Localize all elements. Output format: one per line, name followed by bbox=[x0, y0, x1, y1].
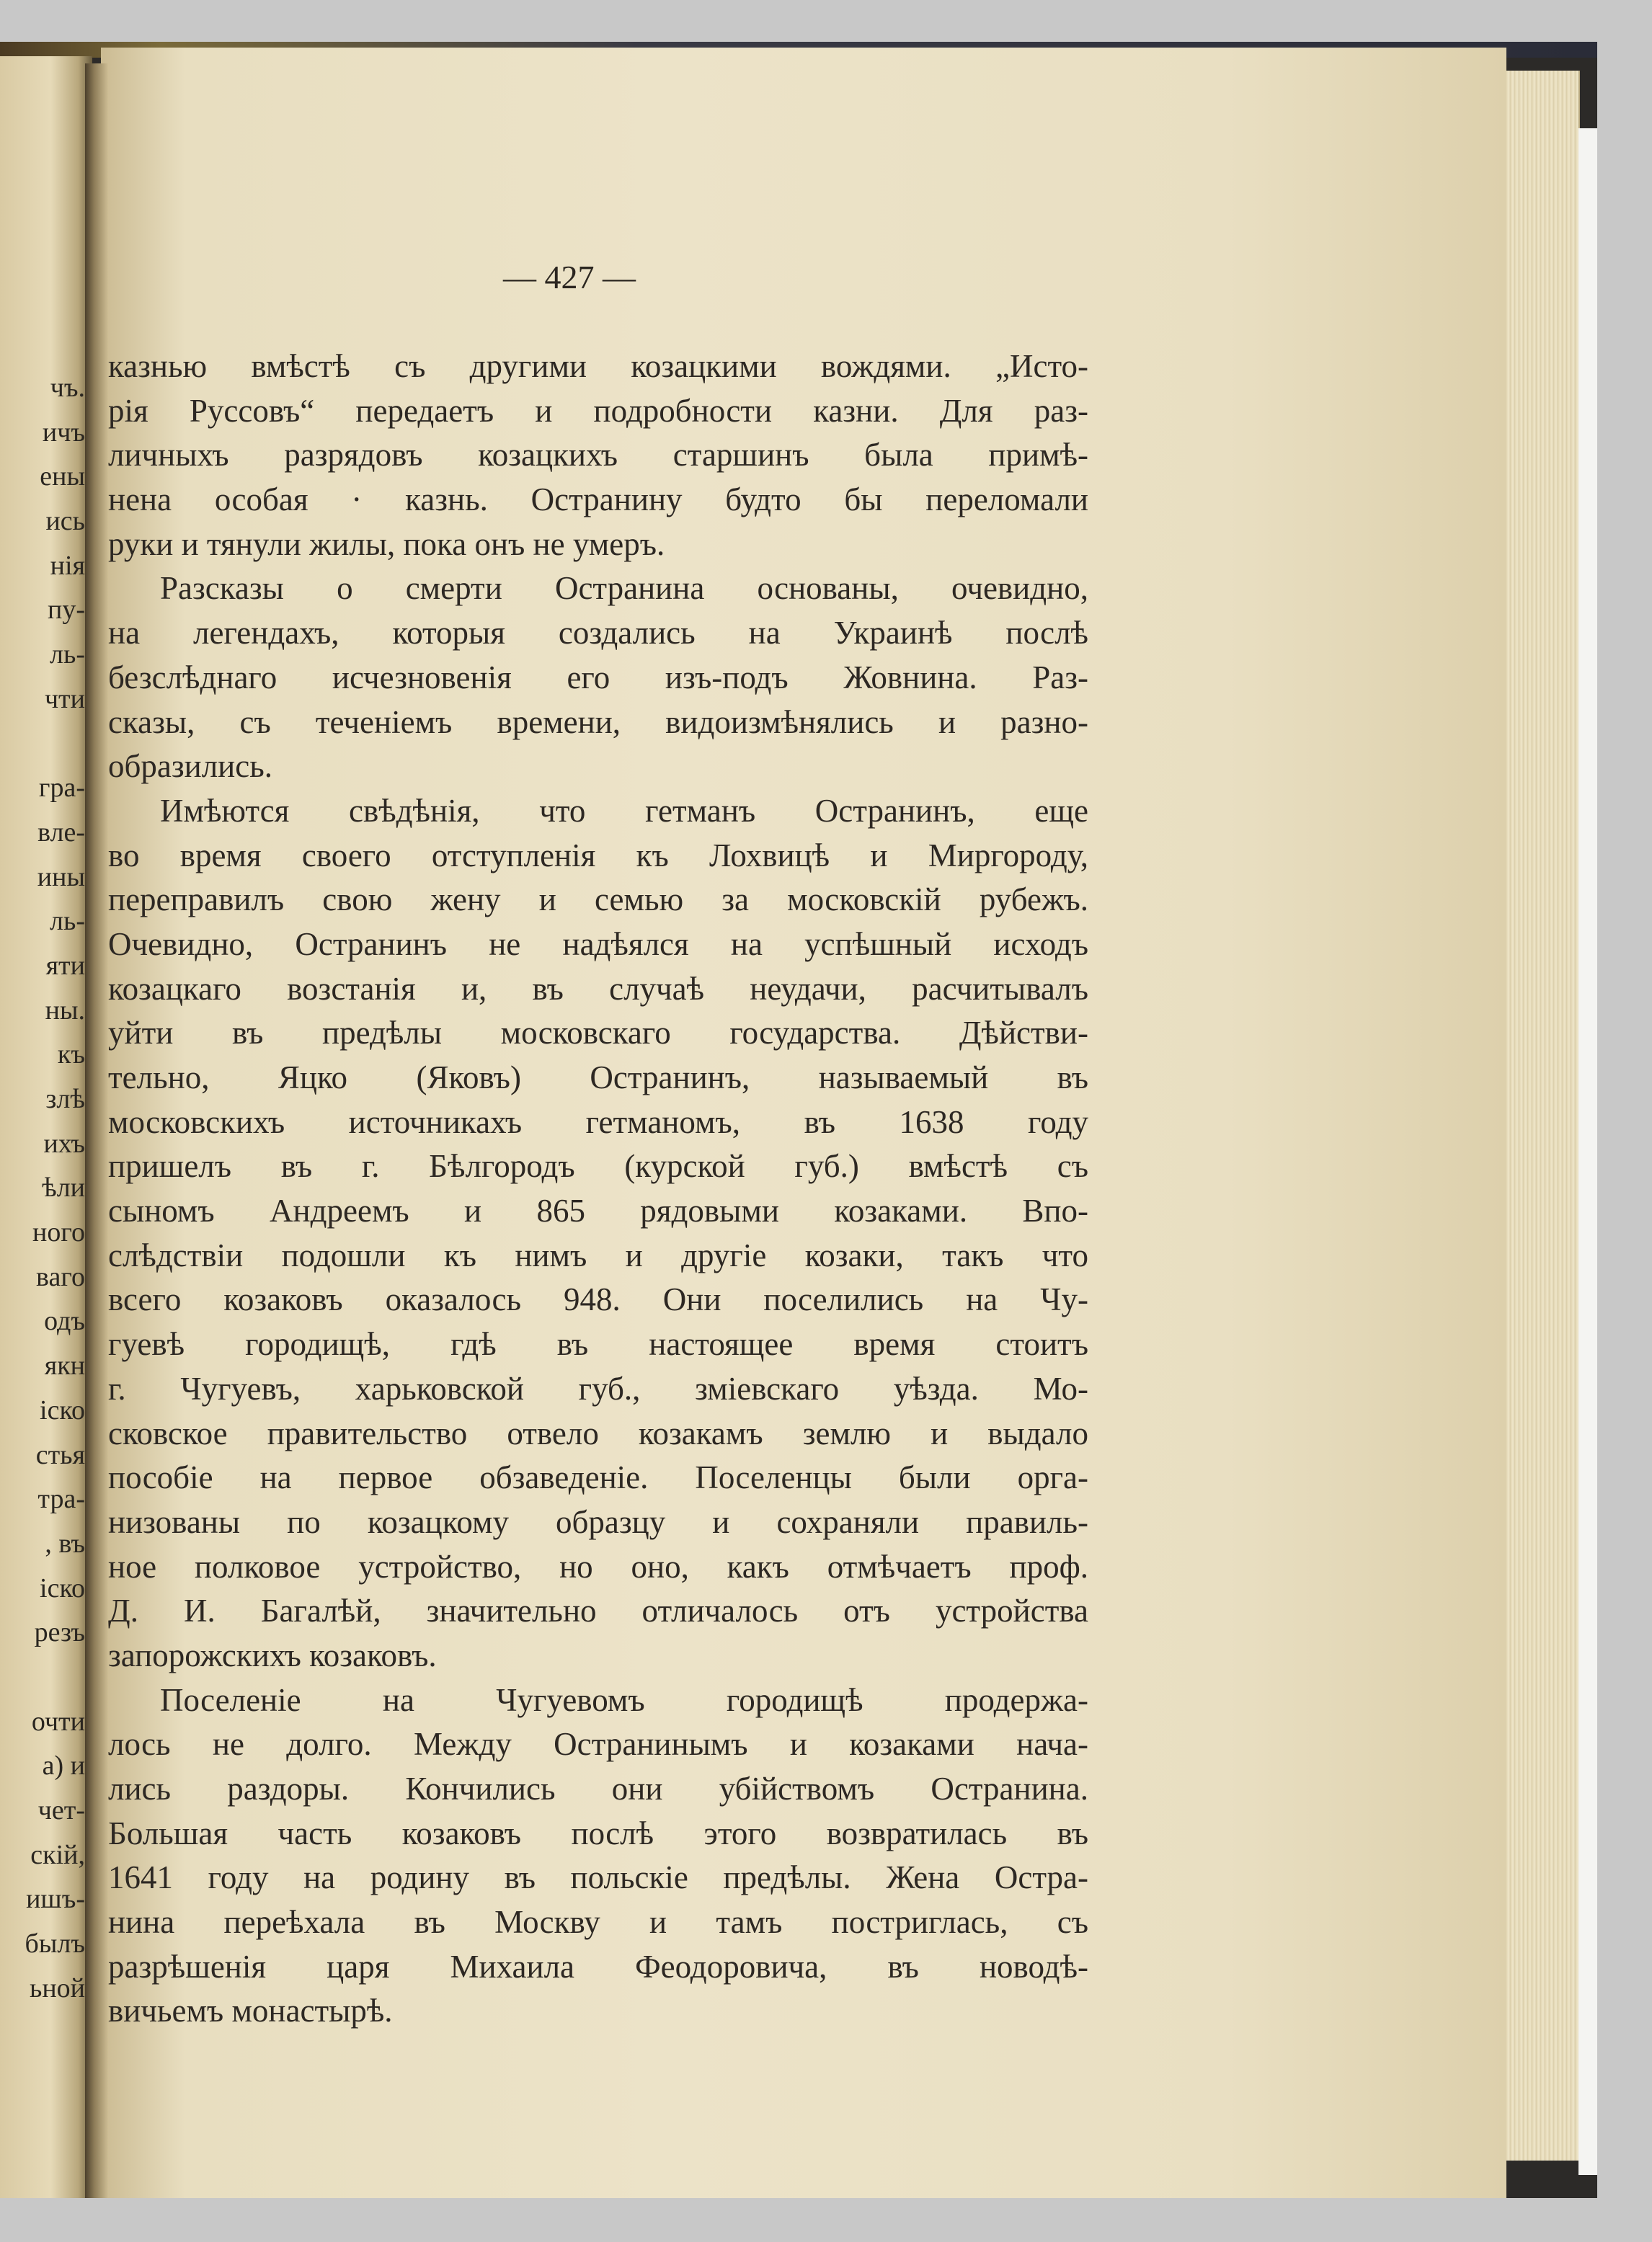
text-line: руки и тянули жилы, пока онъ не умеръ. bbox=[108, 525, 665, 562]
text-line: вичьемъ монастырѣ. bbox=[108, 1993, 393, 2029]
text-line: всего козаковъ оказалось 948. Они поселились на Чу- bbox=[108, 1281, 1088, 1318]
left-fragment-line: ины bbox=[37, 861, 85, 892]
text-line: переправилъ свою жену и семью за московскій рубежъ. bbox=[108, 881, 1088, 918]
text-line: пособіе на первое обзаведеніе. Поселенцы были орга- bbox=[108, 1459, 1088, 1496]
left-fragment-line: ичъ bbox=[42, 417, 85, 448]
text-line: нена особая · казнь. Остранину будто бы переломали bbox=[108, 481, 1088, 518]
left-fragment-line: ль- bbox=[50, 906, 85, 937]
text-line: безслѣднаго исчезновенія его изъ-подъ Жовнина. Раз- bbox=[108, 659, 1088, 695]
left-fragment-line: одъ bbox=[44, 1306, 85, 1337]
text-line: Имѣются свѣдѣнія, что гетманъ Остранинъ, еще bbox=[160, 792, 1088, 829]
left-fragment-line: стья bbox=[35, 1439, 85, 1470]
text-line: нина переѣхала въ Москву и тамъ постриглась, съ bbox=[108, 1904, 1088, 1941]
text-line: сыномъ Андреемъ и 865 рядовыми козаками. Впо- bbox=[108, 1193, 1088, 1229]
body-text bbox=[108, 344, 1088, 2034]
page-edges bbox=[1506, 71, 1580, 2161]
left-page bbox=[0, 56, 92, 2198]
text-line: 1641 году на родину въ польскіе предѣлы. Жена Остра- bbox=[108, 1859, 1088, 1896]
left-fragment-line: былъ bbox=[25, 1929, 85, 1959]
left-fragment-line bbox=[0, 1655, 85, 1700]
left-fragment-line: ѣли bbox=[42, 1173, 85, 1204]
left-fragment-line: ены bbox=[40, 461, 85, 492]
left-fragment-line: вле- bbox=[37, 817, 85, 848]
left-fragment-line: ишъ- bbox=[26, 1884, 85, 1915]
text-line: Разсказы о смерти Остранина основаны, очевидно, bbox=[160, 570, 1088, 607]
scan-side-strip bbox=[1578, 128, 1597, 2175]
text-line: тельно, Яцко (Яковъ) Остранинъ, называемый въ bbox=[108, 1059, 1088, 1095]
left-fragment-line: іско bbox=[40, 1572, 85, 1603]
left-fragment-line: , въ bbox=[45, 1528, 85, 1559]
text-line: личныхъ разрядовъ козацкихъ старшинъ была примѣ- bbox=[108, 437, 1088, 473]
left-fragment-line: ьной bbox=[29, 1972, 85, 2003]
text-line: гуевѣ городищѣ, гдѣ въ настоящее время стоитъ bbox=[108, 1326, 1088, 1363]
left-fragment-line bbox=[0, 722, 85, 767]
left-fragment-line: ного bbox=[32, 1217, 85, 1248]
page-number: — 427 — bbox=[503, 259, 636, 295]
text-line: козацкаго возстанія и, въ случаѣ неудачи, расчитывалъ bbox=[108, 970, 1088, 1007]
left-fragment-line: яти bbox=[45, 950, 85, 981]
left-fragment-line: чъ. bbox=[50, 373, 85, 403]
text-line: слѣдствіи подошли къ нимъ и другіе козаки, такъ что bbox=[108, 1237, 1088, 1273]
text-line: Поселеніе на Чугуевомъ городищѣ продержа- bbox=[160, 1681, 1088, 1718]
left-fragment-line: злѣ bbox=[45, 1084, 85, 1114]
left-fragment-line: очти bbox=[31, 1706, 85, 1737]
left-fragment-line: тра- bbox=[37, 1484, 85, 1515]
text-line: пришелъ въ г. Бѣлгородъ (курской губ.) вмѣстѣ съ bbox=[108, 1148, 1088, 1185]
left-fragment-line: резъ bbox=[34, 1617, 85, 1648]
text-line: лось не долго. Между Остранинымъ и козаками нача- bbox=[108, 1726, 1088, 1763]
text-line: лись раздоры. Кончились они убійствомъ Остранина. bbox=[108, 1771, 1088, 1807]
text-line: во время своего отступленія къ Лохвицѣ и Миргороду, bbox=[108, 837, 1088, 873]
text-line: низованы по козацкому образцу и сохраняли правиль- bbox=[108, 1503, 1088, 1540]
text-line: московскихъ источникахъ гетманомъ, въ 1638 году bbox=[108, 1103, 1088, 1140]
left-fragment-line: къ bbox=[57, 1039, 85, 1070]
left-fragment-line: якн bbox=[44, 1351, 85, 1382]
text-line: на легендахъ, которыя создались на Украинѣ послѣ bbox=[108, 615, 1088, 651]
left-fragment-line: ль- bbox=[50, 639, 85, 670]
text-line: рія Руссовъ“ передаетъ и подробности казни. Для раз- bbox=[108, 392, 1088, 429]
left-fragment-line: ихъ bbox=[43, 1128, 85, 1159]
left-page-fragments bbox=[0, 366, 85, 2011]
book-gutter bbox=[85, 63, 108, 2198]
left-fragment-line: ны. bbox=[45, 995, 85, 1026]
text-line: сказы, съ теченіемъ времени, видоизмѣнялись и разно- bbox=[108, 703, 1088, 740]
text-line: сковское правительство отвело козакамъ землю и выдало bbox=[108, 1415, 1088, 1451]
text-line: ное полковое устройство, но оно, какъ отмѣчаетъ проф. bbox=[108, 1548, 1088, 1585]
text-line: Очевидно, Остранинъ не надѣялся на успѣшный исходъ bbox=[108, 925, 1088, 962]
text-line: Большая часть козаковъ послѣ этого возвратилась въ bbox=[108, 1815, 1088, 1851]
left-fragment-line: а) и bbox=[42, 1751, 85, 1781]
text-line: г. Чугуевъ, харьковской губ., зміевскаго уѣзда. Мо- bbox=[108, 1370, 1088, 1407]
text-line: Д. И. Багалѣй, значительно отличалось отъ устройства bbox=[108, 1593, 1088, 1629]
left-fragment-line: нія bbox=[50, 550, 85, 581]
text-line: казнью вмѣстѣ съ другими козацкими вождями. „Исто- bbox=[108, 348, 1088, 384]
left-fragment-line: чет- bbox=[37, 1795, 85, 1825]
text-line: уйти въ предѣлы московскаго государства. Дѣйстви- bbox=[108, 1015, 1088, 1051]
text-line: разрѣшенія царя Михаила Феодоровича, въ новодѣ- bbox=[108, 1948, 1088, 1985]
left-fragment-line: іско bbox=[40, 1394, 85, 1425]
book-spread bbox=[0, 42, 1597, 2198]
left-fragment-line: гра- bbox=[38, 773, 85, 804]
left-fragment-line: ваго bbox=[36, 1261, 85, 1292]
left-fragment-line: пу- bbox=[48, 595, 85, 626]
text-line: запорожскихъ козаковъ. bbox=[108, 1637, 437, 1673]
left-fragment-line: ись bbox=[45, 506, 85, 537]
text-line: образились. bbox=[108, 748, 273, 785]
left-fragment-line: чти bbox=[44, 683, 85, 714]
left-fragment-line: скій, bbox=[30, 1839, 85, 1870]
